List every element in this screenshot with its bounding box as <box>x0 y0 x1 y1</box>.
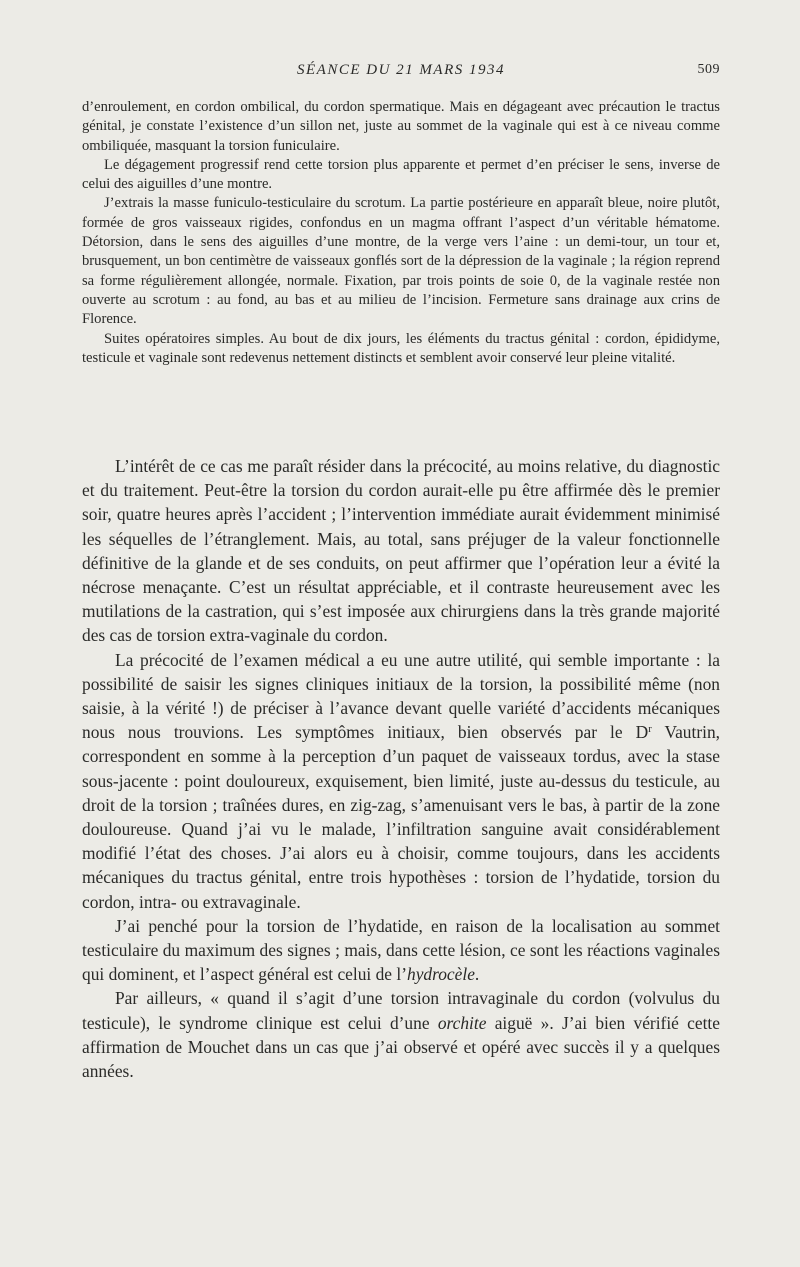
paragraph <box>82 986 720 1083</box>
commentary-text <box>82 454 720 1083</box>
paragraph: Le dégagement progressif rend cette torsion plus apparente et permet d’en préciser le sens, inverse de celui des aiguilles d’une montre. <box>82 156 720 193</box>
paragraph: J’extrais la masse funiculo-testiculaire du scrotum. La partie postérieure en apparaît bleue, noire plutôt, formée de gros vaisseaux rigides, confondus en un magma offrant l’aspect d’un véritable hématome. Détorsion, dans le sens des aiguilles d’une montre, de la verge vers l’aine : un demi-tour, un tour et, brusquement, un bon centimètre de vaisseaux gonflés sort de la dépression de la vaginale ; la région reprend sa forme régulièrement allongée, normale. Fixation, par trois points de soie 0, de la vaginale restée non ouverte au scrotum : au fond, au bas et au milieu de l’incision. Fermeture sans drainage aux crins de Florence. <box>82 195 720 328</box>
superscript: r <box>648 723 652 735</box>
running-head <box>82 62 720 82</box>
text-run: Par ailleurs, « quand il s’agit d’une torsion intravaginale du cordon (volvulus du testicule), le syndrome clinique est celui d’une <box>82 988 720 1033</box>
text-run: J’ai penché pour la torsion de l’hydatide, en raison de la localisation au sommet testiculaire du maximum des signes ; mais, dans cette lésion, ce sont les réactions vaginales qui dominent, et l’aspect général est celui de l’ <box>82 915 720 985</box>
paragraph <box>82 648 720 914</box>
paragraph: L’intérêt de ce cas me paraît résider dans la précocité, au moins relative, du diagnostic et du traitement. Peut-être la torsion du cordon aurait-elle pu être affirmée dès le premier soir, quatre heures après l’accident ; l’intervention immédiate aurait évidemment minimisé les séquelles de l’étranglement. Mais, au total, sans préjuger de la valeur fonctionnelle définitive de la glande et de ses conduits, on peut affirmer que l’opération leur a évité la nécrose menaçante. C’est un résultat appréciable, et il contraste heureusement avec les mutilations de la castration, qui s’est imposée aux chirurgiens dans la très grande majorité des cas de torsion extra-vaginale du cordon. <box>82 456 720 646</box>
paragraph <box>82 914 720 987</box>
page-number: 509 <box>697 62 720 77</box>
text-run: . <box>474 964 480 985</box>
paragraph: Suites opératoires simples. Au bout de dix jours, les éléments du tractus génital : cordon, épididyme, testicule et vaginale sont redevenus nettement distincts et semblent avoir conservé leur pleine vitalité. <box>82 330 720 366</box>
text-run: Vautrin, correspondent en somme à la perception d’un paquet de vaisseaux tordus, avec la stase sous-jacente : point douloureux, exquisement, bien limité, juste au-dessus du testicule, au droit de la torsion ; traînées dures, en zig-zag, s’amenuisant vers le bas, à partir de la zone douloureuse. Quand j’ai vu le malade, l’infiltration sanguine avait considérablement modifié l’état des choses. J’ai alors eu à choisir, comme toujours, dans les accidents mécaniques du tractus génital, entre trois hypothèses : torsion de l’hydatide, torsion du cordon, intra- ou extravaginale. <box>82 722 721 912</box>
italic-term: hydrocèle <box>407 964 475 985</box>
observation-text <box>82 98 720 368</box>
italic-term: orchite <box>437 1012 487 1033</box>
text-run: aiguë ». J’ai bien vérifié cette affirmation de Mouchet dans un cas que j’ai observé et opéré avec succès il y a quelques années. <box>82 1012 720 1082</box>
running-title: SÉANCE DU 21 MARS 1934 <box>297 62 505 78</box>
paragraph: d’enroulement, en cordon ombilical, du cordon spermatique. Mais en dégageant avec précaution le tractus génital, je constate l’existence d’un sillon net, juste au sommet de la vaginale qui est à ce niveau comme ombiliquée, masquant la torsion funiculaire. <box>82 99 720 154</box>
text-run: La précocité de l’examen médical a eu une autre utilité, qui semble importante : la possibilité de saisir les signes cliniques initiaux de la torsion, la possibilité même (non saisie, à la vérité !) de préciser à l’avance devant quelle variété d’accidents mécaniques nous nous trouvions. Les symptômes initiaux, bien observés par le D <box>82 649 720 743</box>
